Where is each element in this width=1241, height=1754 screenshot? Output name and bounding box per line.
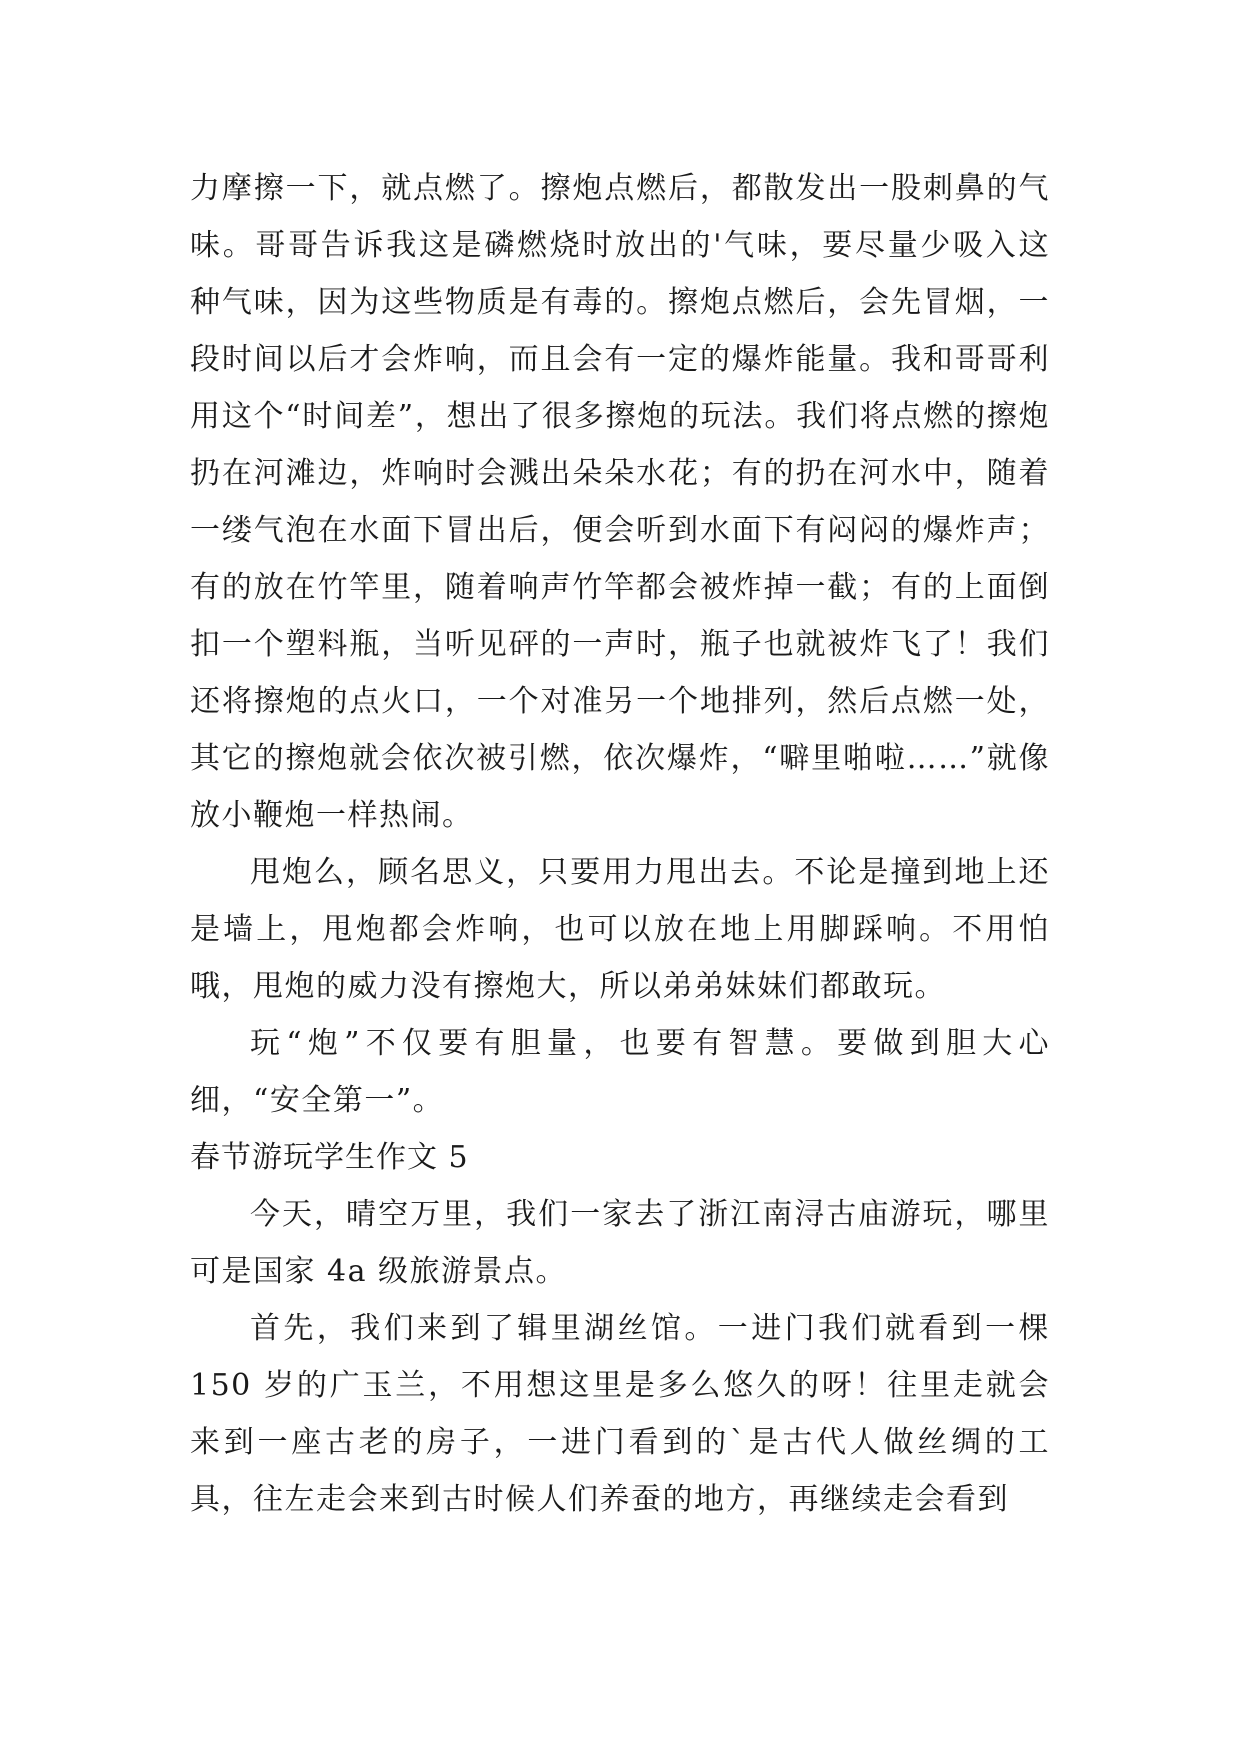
paragraph-nanxun-intro: 今天，晴空万里，我们一家去了浙江南浔古庙游玩，哪里可是国家 4a 级旅游景点。 (190, 1197, 1050, 1289)
paragraph-safety: 玩“炮”不仅要有胆量，也要有智慧。要做到胆大心细，“安全第一”。 (190, 1026, 1050, 1118)
paragraph-shuaipao: 甩炮么，顾名思义，只要用力甩出去。不论是撞到地上还是墙上，甩炮都会炸响，也可以放在地上用脚踩响。不用怕哦，甩炮的威力没有擦炮大，所以弟弟妹妹们都敢玩。 (190, 855, 1050, 1004)
paragraph-silk-museum: 首先，我们来到了辑里湖丝馆。一进门我们就看到一棵 150 岁的广玉兰，不用想这里是多么悠久的呀！往里走就会来到一座古老的房子，一进门看到的`是古代人做丝绸的工具，往左走会来到古时候人们养蚕的地方，再继续走会看到 (190, 1311, 1050, 1517)
essay-heading: 春节游玩学生作文 5 (190, 1140, 469, 1175)
paragraph-continued: 力摩擦一下，就点燃了。擦炮点燃后，都散发出一股刺鼻的气味。哥哥告诉我这是磷燃烧时放出的'气味，要尽量少吸入这种气味，因为这些物质是有毒的。擦炮点燃后，会先冒烟，一段时间以后才会炸响，而且会有一定的爆炸能量。我和哥哥利用这个“时间差”，想出了很多擦炮的玩法。我们将点燃的擦炮扔在河滩边，炸响时会溅出朵朵水花；有的扔在河水中，随着一缕气泡在水面下冒出后，便会听到水面下有闷闷的爆炸声；有的放在竹竿里，随着响声竹竿都会被炸掉一截；有的上面倒扣一个塑料瓶，当听见砰的一声时，瓶子也就被炸飞了！我们还将擦炮的点火口，一个对准另一个地排列，然后点燃一处，其它的擦炮就会依次被引燃，依次爆炸，“噼里啪啦……”就像放小鞭炮一样热闹。 (190, 171, 1050, 833)
document-body (190, 160, 1050, 1528)
